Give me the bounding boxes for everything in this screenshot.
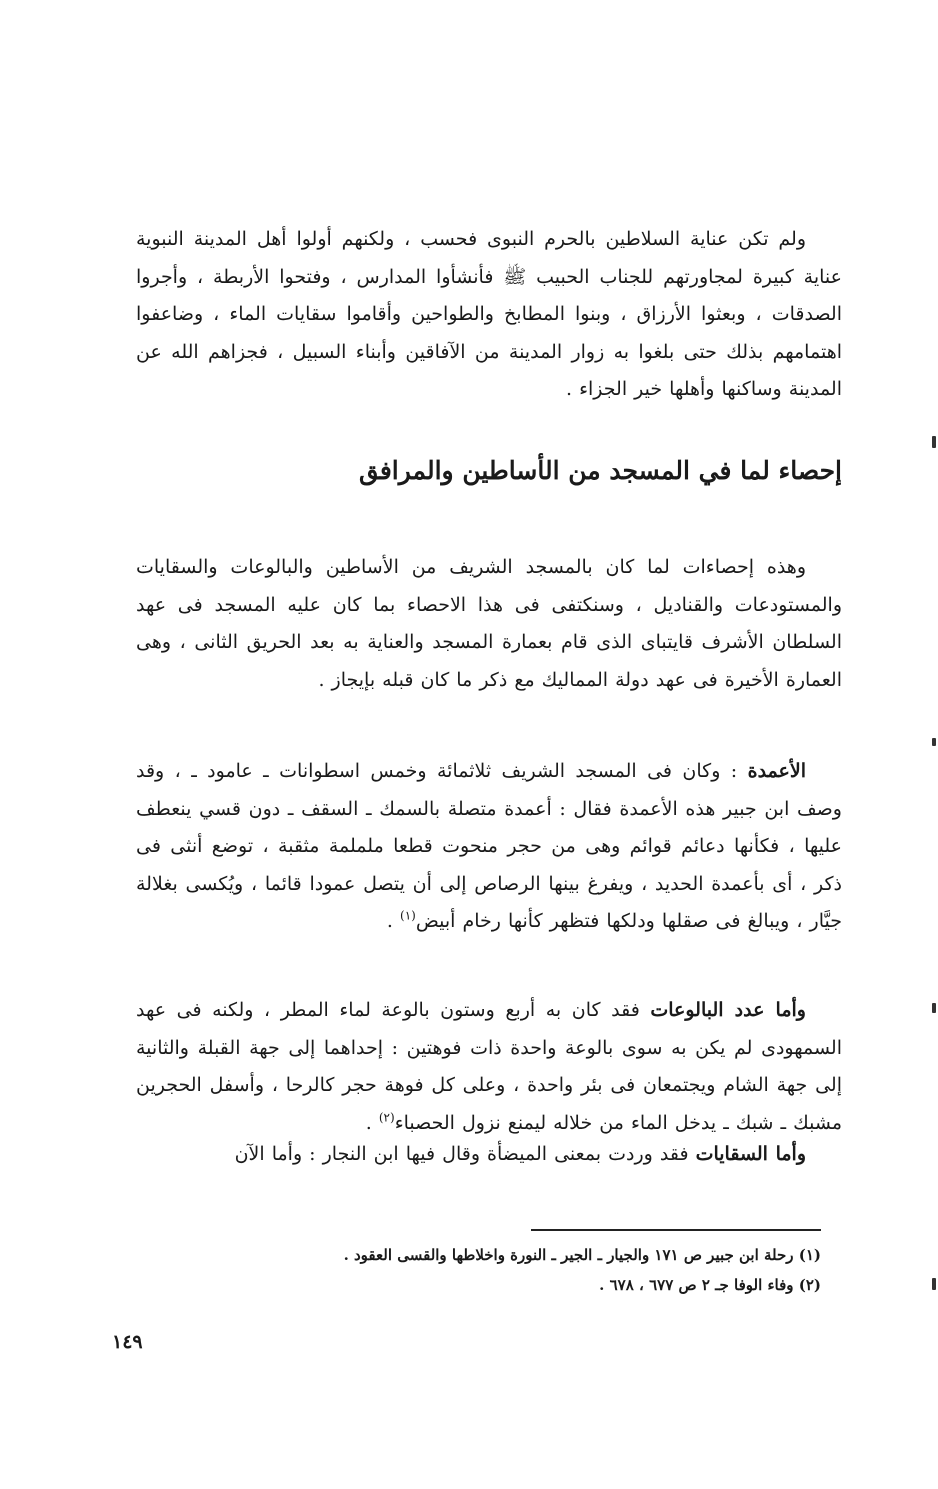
- scan-edge-mark: [932, 738, 936, 746]
- footnote-2: (٢) وفاء الوفا جـ ٢ ص ٦٧٧ ، ٦٧٨ .: [599, 1276, 821, 1294]
- paragraph-3-text: فقد كان به أربع وستون بالوعة لماء المطر ، ولكنه فى عهد السمهودى لم يكن به سوى بالوعة واحدة ذات فوهتين : إحداهما إلى جهة القبلة والثانية إلى جهة الشام ويجتمعان فى بئر واحدة ، وعلى كل فوهة حجر كالرحا ، وأسفل الحجرين مشبك ـ شبك ـ يدخل الماء من خلاله ليمنع نزول الحصباء: [136, 999, 842, 1134]
- intro-text: ولم تكن عناية السلاطين بالحرم النبوى فحسب ، ولكنهم أولوا أهل المدينة النبوية عناية كبيرة لمجاورتهم للجناب الحبيب ﷺ فأنشأوا المدارس ، وفتحوا الأربطة ، وأجروا الصدقات ، وبعثوا الأرزاق ، وبنوا المطابخ والطواحين وأقاموا سقايات الماء ، وضاعفوا اهتمامهم بذلك حتى بلغوا به زوار المدينة من الآفاقين وأبناء السبيل ، فجزاهم الله عن المدينة وساكنها وأهلها خير الجزاء .: [136, 228, 842, 400]
- intro-paragraph: [136, 221, 842, 409]
- page-number: ١٤٩: [112, 1331, 143, 1353]
- body-paragraph-drains: [136, 992, 842, 1142]
- footnote-divider: [531, 1229, 821, 1231]
- scan-edge-mark: [932, 1278, 936, 1290]
- paragraph-4: [136, 1136, 842, 1174]
- footnote-ref-1: (١): [400, 908, 416, 923]
- body-paragraph-fountains: [136, 1136, 842, 1174]
- paragraph-4-text: فقد وردت بمعنى الميضأة وقال فيها ابن النجار : وأما الآن: [234, 1143, 696, 1165]
- paragraph-2: [136, 753, 842, 941]
- scan-edge-mark: [932, 436, 936, 448]
- scan-edge-mark: [932, 1003, 936, 1013]
- body-paragraph-1: [136, 549, 842, 699]
- footnotes: [181, 1240, 821, 1300]
- columns-term: الأعمدة: [747, 760, 806, 782]
- paragraph-2-end: .: [386, 910, 401, 932]
- paragraph-3: [136, 992, 842, 1142]
- footnote-1: (١) رحلة ابن جبير ص ١٧١ والجيار ـ الجير ـ النورة واخلاطها والقسى العقود .: [343, 1246, 821, 1264]
- paragraph-2-text: : وكان فى المسجد الشريف ثلاثمائة وخمس اسطوانات ـ عامود ـ ، وقد وصف ابن جبير هذه الأعمدة فقال : أعمدة متصلة بالسمك ـ السقف ـ دون قسي ينعطف عليها ، فكأنها دعائم قوائم وهى من حجر منحوت قطعا ململمة مثقبة ، توضع أنثى فى ذكر ، أى بأعمدة الحديد ، ويفرغ بينها الرصاص إلى أن يتصل عمودا قائما ، ويُكسى بغلالة جيَّار ، ويبالغ فى صقلها ودلكها فتظهر كأنها رخام أبيض: [136, 760, 842, 932]
- drains-term: وأما عدد البالوعات: [650, 999, 806, 1021]
- fountains-term: وأما السقايات: [695, 1143, 806, 1165]
- footnote-ref-2: (٢): [378, 1110, 395, 1125]
- section-heading: إحصاء لما في المسجد من الأساطين والمرافق: [359, 456, 842, 485]
- paragraph-1-text: وهذه إحصاءات لما كان بالمسجد الشريف من الأساطين والبالوعات والسقايات والمستودعات والقناديل ، وسنكتفى فى هذا الاحصاء بما كان عليه المسجد فى عهد السلطان الأشرف قايتباى الذى قام بعمارة المسجد والعناية به بعد الحريق الثانى ، وهى العمارة الأخيرة فى عهد دولة المماليك مع ذكر ما كان قبله بإيجاز .: [136, 556, 842, 691]
- paragraph-3-end: .: [365, 1111, 379, 1134]
- body-paragraph-columns: [136, 753, 842, 941]
